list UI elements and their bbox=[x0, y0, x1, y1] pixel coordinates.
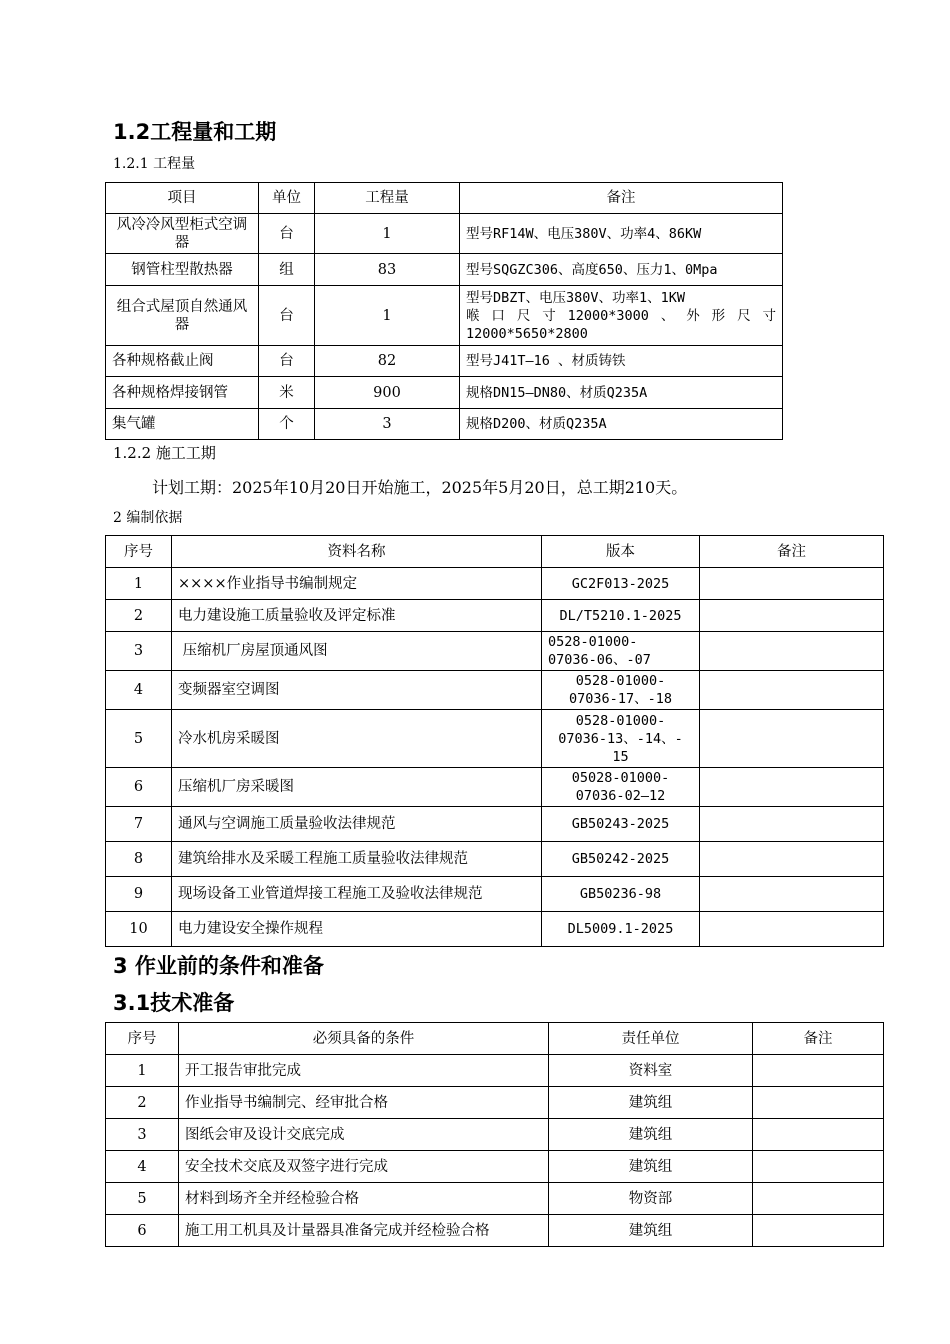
note-cell bbox=[700, 632, 884, 671]
version-cell bbox=[542, 632, 700, 671]
table-row bbox=[106, 807, 884, 842]
condition-cell: 安全技术交底及双签字进行完成 bbox=[179, 1151, 549, 1183]
section-title-3: 3 作业前的条件和准备 bbox=[113, 954, 324, 978]
tech-prep-table bbox=[105, 1022, 884, 1247]
condition-cell: 开工报告审批完成 bbox=[179, 1055, 549, 1087]
table-row bbox=[106, 1119, 884, 1151]
header-cell: 项目 bbox=[106, 183, 259, 214]
table-row bbox=[106, 1151, 884, 1183]
note-cell bbox=[700, 568, 884, 600]
qty-cell: 1 bbox=[315, 214, 460, 254]
table-row bbox=[106, 1055, 884, 1087]
unit-cell: 组 bbox=[259, 254, 315, 286]
note-line: 12000*5650*2800 bbox=[466, 325, 588, 342]
schedule-text: 计划工期：2025年10月20日开始施工，2025年5月20日，总工期210天。 bbox=[152, 478, 688, 497]
item-cell: 各种规格焊接钢管 bbox=[106, 377, 259, 409]
name-cell: ××××作业指导书编制规定 bbox=[172, 568, 542, 600]
note-cell bbox=[753, 1215, 884, 1247]
quantity-table bbox=[105, 182, 783, 440]
table-row bbox=[106, 1183, 884, 1215]
condition-cell: 作业指导书编制完、经审批合格 bbox=[179, 1087, 549, 1119]
table-row bbox=[106, 842, 884, 877]
item-cell: 各种规格截止阀 bbox=[106, 346, 259, 377]
header-cell: 工程量 bbox=[315, 183, 460, 214]
version-cell bbox=[542, 768, 700, 807]
condition-cell: 施工用工机具及计量器具准备完成并经检验合格 bbox=[179, 1215, 549, 1247]
section-title-3-1: 3.1技术准备 bbox=[113, 991, 235, 1015]
no-cell: 8 bbox=[106, 842, 172, 877]
subsection-title-1-2-1: 1.2.1 工程量 bbox=[113, 156, 196, 172]
no-cell: 1 bbox=[106, 1055, 179, 1087]
note-cell: 型号J41T—16 、材质铸铁 bbox=[460, 346, 783, 377]
note-cell: 规格D200、材质Q235A bbox=[460, 409, 783, 440]
no-cell: 2 bbox=[106, 1087, 179, 1119]
table-row bbox=[106, 346, 783, 377]
version-cell: GB50243-2025 bbox=[542, 807, 700, 842]
dept-cell: 建筑组 bbox=[549, 1215, 753, 1247]
note-cell bbox=[460, 286, 783, 346]
dept-cell: 建筑组 bbox=[549, 1119, 753, 1151]
name-cell: 现场设备工业管道焊接工程施工及验收法律规范 bbox=[172, 877, 542, 912]
table-row bbox=[106, 671, 884, 710]
note-cell bbox=[700, 600, 884, 632]
name-cell: 建筑给排水及采暖工程施工质量验收法律规范 bbox=[172, 842, 542, 877]
name-cell: 压缩机厂房屋顶通风图 bbox=[172, 632, 542, 671]
table-row bbox=[106, 710, 884, 768]
table-row bbox=[106, 632, 884, 671]
note-cell bbox=[700, 768, 884, 807]
version-line: 05028-01000- bbox=[571, 770, 670, 786]
version-line: 07036-13、-14、- bbox=[558, 730, 683, 747]
version-line: 0528-01000- bbox=[575, 712, 666, 729]
no-cell: 3 bbox=[106, 632, 172, 671]
version-cell: GB50236-98 bbox=[542, 877, 700, 912]
table-row bbox=[106, 377, 783, 409]
table-row bbox=[106, 877, 884, 912]
note-cell bbox=[753, 1183, 884, 1215]
dept-cell: 资料室 bbox=[549, 1055, 753, 1087]
no-cell: 5 bbox=[106, 1183, 179, 1215]
no-cell: 6 bbox=[106, 1215, 179, 1247]
note-cell bbox=[700, 877, 884, 912]
item-cell: 集气罐 bbox=[106, 409, 259, 440]
version-line: 0528-01000- bbox=[575, 673, 666, 689]
note-cell bbox=[700, 710, 884, 768]
qty-cell: 3 bbox=[315, 409, 460, 440]
table-header-row bbox=[106, 536, 884, 568]
note-cell: 规格DN15—DN80、材质Q235A bbox=[460, 377, 783, 409]
header-cell: 备注 bbox=[753, 1023, 884, 1055]
header-cell: 版本 bbox=[542, 536, 700, 568]
name-cell: 电力建设施工质量验收及评定标准 bbox=[172, 600, 542, 632]
version-cell bbox=[542, 671, 700, 710]
no-cell: 10 bbox=[106, 912, 172, 947]
version-line: 07036-17、-18 bbox=[569, 691, 672, 707]
dept-cell: 物资部 bbox=[549, 1183, 753, 1215]
header-cell: 序号 bbox=[106, 536, 172, 568]
condition-cell: 材料到场齐全并经检验合格 bbox=[179, 1183, 549, 1215]
version-line: 15 bbox=[612, 748, 629, 765]
name-cell: 冷水机房采暖图 bbox=[172, 710, 542, 768]
no-cell: 4 bbox=[106, 671, 172, 710]
subsection-title-1-2-2: 1.2.2 施工工期 bbox=[113, 444, 216, 462]
version-line: 07036-02—12 bbox=[575, 788, 666, 804]
qty-cell: 900 bbox=[315, 377, 460, 409]
unit-cell: 个 bbox=[259, 409, 315, 440]
note-line: 喉口尺寸12000*3000、外形尺寸 bbox=[466, 307, 776, 324]
table-row bbox=[106, 409, 783, 440]
table-header-row bbox=[106, 183, 783, 214]
no-cell: 6 bbox=[106, 768, 172, 807]
no-cell: 1 bbox=[106, 568, 172, 600]
item-cell: 风冷冷风型柜式空调器 bbox=[106, 214, 259, 254]
note-cell bbox=[753, 1151, 884, 1183]
table-row bbox=[106, 286, 783, 346]
note-cell bbox=[753, 1055, 884, 1087]
name-cell: 压缩机厂房采暖图 bbox=[172, 768, 542, 807]
table-row bbox=[106, 1087, 884, 1119]
no-cell: 4 bbox=[106, 1151, 179, 1183]
table-row bbox=[106, 600, 884, 632]
version-line: 07036-06、-07 bbox=[548, 652, 651, 668]
header-cell: 备注 bbox=[460, 183, 783, 214]
table-row bbox=[106, 912, 884, 947]
no-cell: 3 bbox=[106, 1119, 179, 1151]
no-cell: 7 bbox=[106, 807, 172, 842]
table-row bbox=[106, 254, 783, 286]
name-cell: 通风与空调施工质量验收法律规范 bbox=[172, 807, 542, 842]
version-cell: DL5009.1-2025 bbox=[542, 912, 700, 947]
no-cell: 9 bbox=[106, 877, 172, 912]
table-header-row bbox=[106, 1023, 884, 1055]
header-cell: 备注 bbox=[700, 536, 884, 568]
version-cell: DL/T5210.1-2025 bbox=[542, 600, 700, 632]
table-row bbox=[106, 568, 884, 600]
note-cell bbox=[753, 1087, 884, 1119]
table-row bbox=[106, 214, 783, 254]
section-title-2: 2 编制依据 bbox=[113, 510, 183, 526]
qty-cell: 1 bbox=[315, 286, 460, 346]
no-cell: 2 bbox=[106, 600, 172, 632]
unit-cell: 台 bbox=[259, 214, 315, 254]
note-cell bbox=[700, 842, 884, 877]
condition-cell: 图纸会审及设计交底完成 bbox=[179, 1119, 549, 1151]
note-cell: 型号RF14W、电压380V、功率4、86KW bbox=[460, 214, 783, 254]
qty-cell: 82 bbox=[315, 346, 460, 377]
version-line: 0528-01000- bbox=[548, 634, 638, 650]
dept-cell: 建筑组 bbox=[549, 1151, 753, 1183]
version-cell bbox=[542, 710, 700, 768]
note-cell bbox=[700, 807, 884, 842]
version-cell: GC2F013-2025 bbox=[542, 568, 700, 600]
header-cell: 必须具备的条件 bbox=[179, 1023, 549, 1055]
qty-cell: 83 bbox=[315, 254, 460, 286]
header-cell: 序号 bbox=[106, 1023, 179, 1055]
header-cell: 责任单位 bbox=[549, 1023, 753, 1055]
no-cell: 5 bbox=[106, 710, 172, 768]
header-cell: 资料名称 bbox=[172, 536, 542, 568]
unit-cell: 米 bbox=[259, 377, 315, 409]
table-row bbox=[106, 1215, 884, 1247]
unit-cell: 台 bbox=[259, 286, 315, 346]
header-cell: 单位 bbox=[259, 183, 315, 214]
name-cell: 变频器室空调图 bbox=[172, 671, 542, 710]
section-title-1-2: 1.2工程量和工期 bbox=[113, 120, 277, 144]
note-line: 型号DBZT、电压380V、功率1、1KW bbox=[466, 289, 686, 306]
item-cell: 组合式屋顶自然通风器 bbox=[106, 286, 259, 346]
note-cell bbox=[753, 1119, 884, 1151]
name-cell: 电力建设安全操作规程 bbox=[172, 912, 542, 947]
note-cell: 型号SQGZC306、高度650、压力1、0Mpa bbox=[460, 254, 783, 286]
unit-cell: 台 bbox=[259, 346, 315, 377]
version-cell: GB50242-2025 bbox=[542, 842, 700, 877]
table-row bbox=[106, 768, 884, 807]
note-cell bbox=[700, 912, 884, 947]
reference-table bbox=[105, 535, 884, 947]
item-cell: 钢管柱型散热器 bbox=[106, 254, 259, 286]
note-cell bbox=[700, 671, 884, 710]
dept-cell: 建筑组 bbox=[549, 1087, 753, 1119]
